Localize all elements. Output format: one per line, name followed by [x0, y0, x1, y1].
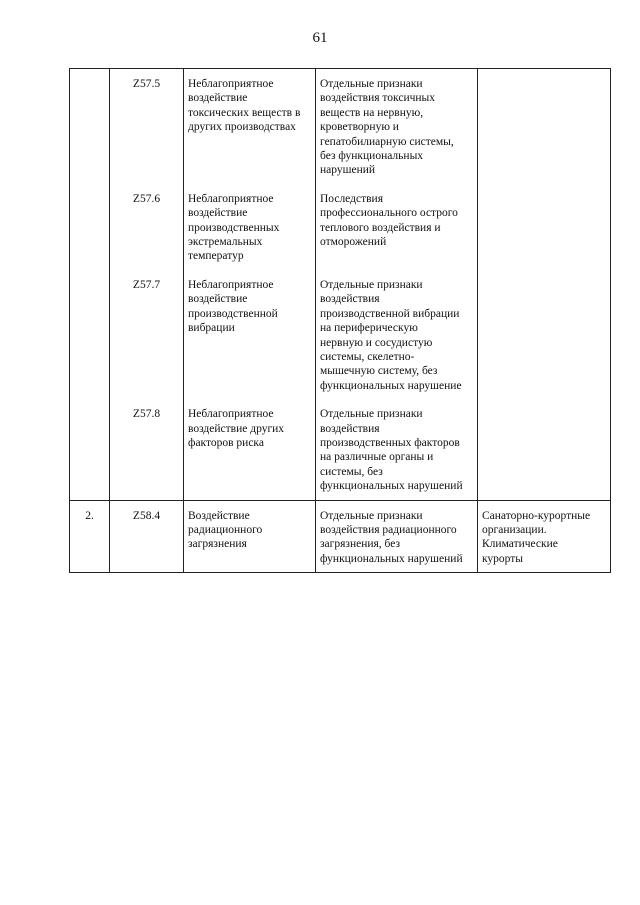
- icd-code-cell: Z57.6: [110, 184, 184, 270]
- row-number-cell: [70, 69, 110, 184]
- icd-code-cell: Z57.5: [110, 69, 184, 184]
- recommendation-cell: [478, 270, 611, 399]
- icd-code-cell: Z57.8: [110, 399, 184, 500]
- row-number-cell: [70, 184, 110, 270]
- condition-name-cell: Неблагоприятное воздействие других факторов риска: [184, 399, 316, 500]
- description-cell: Отдельные признаки воздействия токсичных веществ на нервную, кроветворную и гепатобилиарную системы, без функциональных нарушений: [316, 69, 478, 184]
- condition-name-cell: Воздействие радиационного загрязнения: [184, 500, 316, 573]
- description-cell: Последствия профессионального острого теплового воздействия и отморожений: [316, 184, 478, 270]
- description-cell: Отдельные признаки воздействия производственной вибрации на периферическую нервную и сосудистую системы, скелетно- мышечную систему, без функциональных нарушение: [316, 270, 478, 399]
- table-row: [70, 500, 611, 573]
- condition-name-cell: Неблагоприятное воздействие производственной вибрации: [184, 270, 316, 399]
- table-row: [70, 270, 611, 399]
- icd-code-cell: Z57.7: [110, 270, 184, 399]
- table-row: [70, 399, 611, 500]
- recommendation-cell: [478, 184, 611, 270]
- condition-name-cell: Неблагоприятное воздействие производственных экстремальных температур: [184, 184, 316, 270]
- document-table: [69, 68, 611, 573]
- table-row: [70, 69, 611, 184]
- recommendation-cell: Санаторно-курортные организации. Климатические курорты: [478, 500, 611, 573]
- recommendation-cell: [478, 69, 611, 184]
- row-number-cell: [70, 270, 110, 399]
- table-row: [70, 184, 611, 270]
- condition-name-cell: Неблагоприятное воздействие токсических веществ в других производствах: [184, 69, 316, 184]
- page-number: 61: [312, 30, 328, 46]
- icd-code-cell: Z58.4: [110, 500, 184, 573]
- row-number-cell: [70, 399, 110, 500]
- row-number-cell: 2.: [70, 500, 110, 573]
- description-cell: Отдельные признаки воздействия производственных факторов на различные органы и системы, без функциональных нарушений: [316, 399, 478, 500]
- description-cell: Отдельные признаки воздействия радиационного загрязнения, без функциональных нарушений: [316, 500, 478, 573]
- recommendation-cell: [478, 399, 611, 500]
